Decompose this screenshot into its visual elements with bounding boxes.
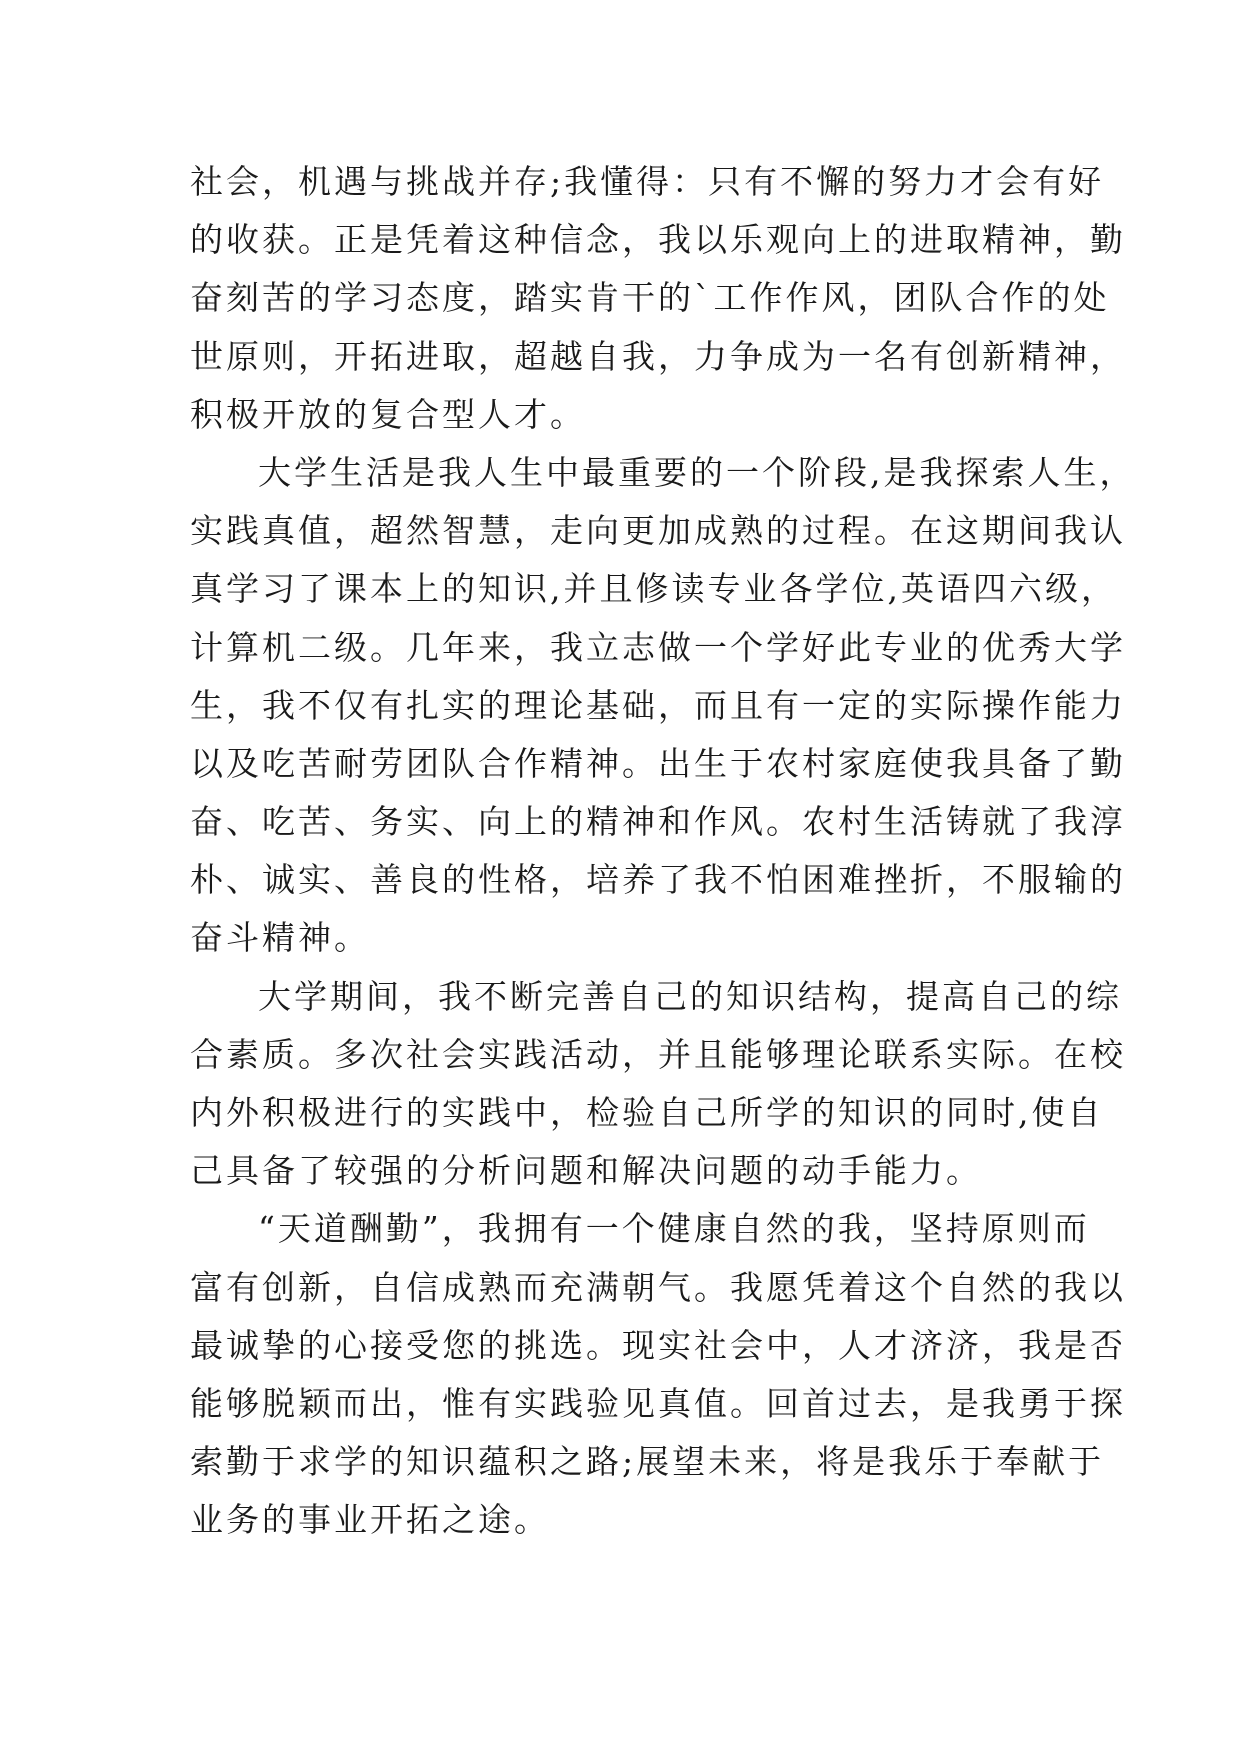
text-line: 索勤于求学的知识蕴积之路;展望未来，将是我乐于奉献于: [190, 1442, 1105, 1482]
document-body: [190, 153, 1136, 1550]
text-line: 以及吃苦耐劳团队合作精神。出生于农村家庭使我具备了勤: [190, 743, 1126, 783]
text-line: 己具备了较强的分析问题和解决问题的动手能力。: [190, 1151, 982, 1191]
text-line: 最诚挚的心接受您的挑选。现实社会中，人才济济，我是否: [190, 1325, 1126, 1365]
text-line: 业务的事业开拓之途。: [190, 1500, 550, 1540]
text-line: 世原则，开拓进取，超越自我，力争成为一名有创新精神，: [190, 336, 1126, 376]
text-line: 生，我不仅有扎实的理论基础，而且有一定的实际操作能力: [190, 685, 1126, 725]
text-line: 奋、吃苦、务实、向上的精神和作风。农村生活铸就了我淳: [190, 802, 1126, 842]
text-line: 能够脱颖而出，惟有实践验见真值。回首过去，是我勇于探: [190, 1383, 1126, 1423]
text-line: 的收获。正是凭着这种信念，我以乐观向上的进取精神，勤: [190, 220, 1126, 260]
text-line: 计算机二级。几年来，我立志做一个学好此专业的优秀大学: [190, 627, 1126, 667]
text-line: 合素质。多次社会实践活动，并且能够理论联系实际。在校: [190, 1034, 1126, 1074]
text-line: 实践真值，超然智慧，走向更加成熟的过程。在这期间我认: [190, 511, 1126, 551]
paragraph-first-line: “天道酬勤”，我拥有一个健康自然的我，坚持原则而: [258, 1209, 1090, 1249]
paragraph-first-line: 大学期间，我不断完善自己的知识结构，提高自己的综: [258, 976, 1122, 1016]
text-line: 奋刻苦的学习态度，踏实肯干的`工作作风，团队合作的处: [190, 278, 1110, 318]
text-line: 朴、诚实、善良的性格，培养了我不怕困难挫折，不服输的: [190, 860, 1126, 900]
text-line: 真学习了课本上的知识,并且修读专业各学位,英语四六级，: [190, 569, 1117, 609]
paragraph-first-line: 大学生活是我人生中最重要的一个阶段,是我探索人生，: [258, 452, 1136, 492]
text-line: 内外积极进行的实践中，检验自己所学的知识的同时,使自: [190, 1093, 1104, 1132]
text-line: 社会，机遇与挑战并存;我懂得：只有不懈的努力才会有好: [190, 162, 1105, 201]
text-line: 积极开放的复合型人才。: [190, 394, 586, 434]
text-line: 富有创新，自信成熟而充满朝气。我愿凭着这个自然的我以: [190, 1267, 1126, 1307]
text-line: 奋斗精神。: [190, 918, 370, 958]
